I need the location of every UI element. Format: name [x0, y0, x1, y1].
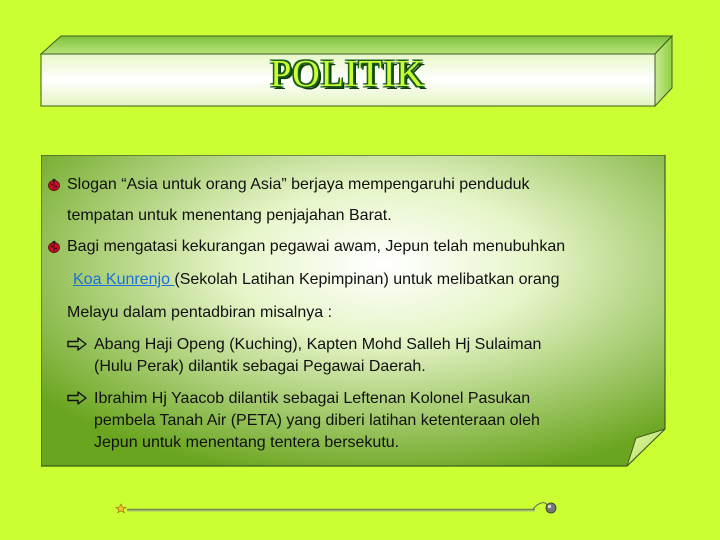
title-bar [0, 0, 720, 110]
bullet-2-line-2 [73, 272, 560, 288]
arrow-right-icon [67, 337, 87, 351]
sub-bullet-2-line-1: Ibrahim Hj Yaacob dilantik sebagai Leftenan Kolonel Pasukan [94, 390, 531, 407]
ornament-line-icon [115, 498, 560, 516]
ladybug-bullet-icon [47, 240, 61, 254]
bullet-1-line-1: Slogan “Asia untuk orang Asia” berjaya mempengaruhi penduduk [67, 176, 530, 193]
sub-bullet-2-line-3: Jepun untuk menentang tentera bersekutu. [94, 434, 400, 451]
bullet-2-line-3: Melayu dalam pentadbiran misalnya : [67, 304, 333, 321]
sub-bullet-2-line-2: pembela Tanah Air (PETA) yang diberi latihan ketenteraan oleh [94, 412, 540, 429]
slide-title: POLITIK [270, 53, 425, 95]
content-panel [41, 155, 666, 467]
bullet-2-line-2-text: (Sekolah Latihan Kepimpinan) untuk melibatkan orang [174, 271, 560, 288]
arrow-right-icon [67, 391, 87, 405]
bullet-2-line-1: Bagi mengatasi kekurangan pegawai awam, Jepun telah menubuhkan [67, 238, 566, 255]
koa-kunrenjo-link[interactable]: Koa Kunrenjo [73, 271, 175, 288]
bullet-1-line-2: tempatan untuk menentang penjajahan Barat. [67, 207, 392, 224]
sub-bullet-1-line-2: (Hulu Perak) dilantik sebagai Pegawai Daerah. [94, 358, 426, 375]
ladybug-bullet-icon [47, 178, 61, 192]
sub-bullet-1-line-1: Abang Haji Openg (Kuching), Kapten Mohd Salleh Hj Sulaiman [94, 336, 542, 353]
